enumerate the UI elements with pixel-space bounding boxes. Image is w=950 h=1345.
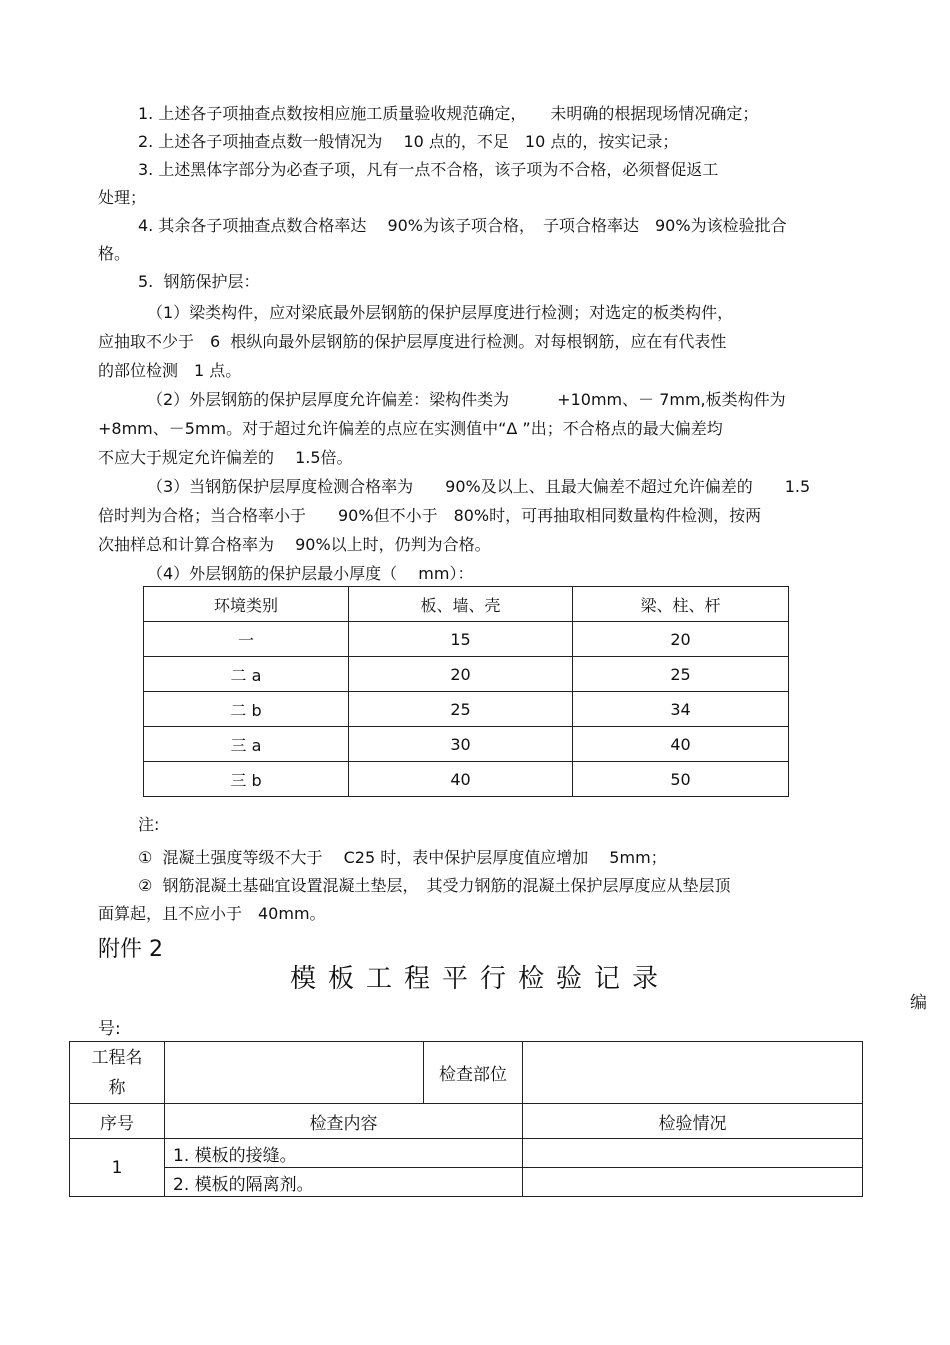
cell-env: 二 b <box>144 692 349 727</box>
cell-beam: 50 <box>573 762 789 797</box>
table-row <box>144 692 789 727</box>
cover-p2-line3: 不应大于规定允许偏差的 1.5倍。 <box>98 448 353 467</box>
attachment-label: 附件 2 <box>98 937 163 962</box>
inspection-location-value[interactable] <box>523 1042 863 1104</box>
cover-p3-line2: 倍时判为合格；当合格率小于 90%但不小于 80%时，可再抽取相同数量构件检测，按两 <box>98 506 762 525</box>
table-row <box>144 762 789 797</box>
cell-env: 一 <box>144 622 349 657</box>
cover-p3-line1: （3）当钢筋保护层厚度检测合格率为 90%及以上、且最大偏差不超过允许偏差的 1.5 <box>147 477 811 496</box>
cover-p1-line3: 的部位检测 1 点。 <box>98 361 242 380</box>
cover-p1-line1: （1）梁类构件，应对梁底最外层钢筋的保护层厚度进行检测；对选定的板类构件， <box>147 303 734 322</box>
cell-beam: 34 <box>573 692 789 727</box>
table-row <box>144 622 789 657</box>
note-4-line1: 4. 其余各子项抽查点数合格率达 90%为该子项合格， 子项合格率达 90%为该检验批合 <box>138 216 787 235</box>
item-release-agent: 2. 模板的隔离剂。 <box>165 1168 523 1197</box>
table-row <box>144 657 789 692</box>
cell-env: 二 a <box>144 657 349 692</box>
project-name-label <box>70 1042 165 1104</box>
cell-slab: 20 <box>349 657 573 692</box>
remark-2-line2: 面算起，且不应小于 40mm。 <box>98 904 326 923</box>
header-slab: 板、墙、壳 <box>349 587 573 622</box>
header-beam: 梁、柱、杆 <box>573 587 789 622</box>
cover-p1-line2: 应抽取不少于 6 根纵向最外层钢筋的保护层厚度进行检测。对每根钢筋，应在有代表性 <box>98 332 727 351</box>
cell-slab: 40 <box>349 762 573 797</box>
table-header-row <box>144 587 789 622</box>
item-joints: 1. 模板的接缝。 <box>165 1139 523 1168</box>
note-3-line2: 处理； <box>98 188 147 207</box>
project-name-value[interactable] <box>165 1042 424 1104</box>
page-title: 模板工程平行检验记录 <box>290 964 671 994</box>
cell-beam: 25 <box>573 657 789 692</box>
remark-1: ① 混凝土强度等级不大于 C25 时，表中保护层厚度值应增加 5mm； <box>138 848 667 867</box>
cell-env: 三 a <box>144 727 349 762</box>
column-header-row <box>70 1104 863 1139</box>
cell-beam: 40 <box>573 727 789 762</box>
note-4-line2: 格。 <box>98 244 131 263</box>
cell-env: 三 b <box>144 762 349 797</box>
cover-p4: （4）外层钢筋的保护层最小厚度（ mm）： <box>147 564 474 583</box>
note-2: 2. 上述各子项抽查点数一般情况为 10 点的，不足 10 点的，按实记录； <box>138 132 679 151</box>
result-joints[interactable] <box>523 1139 863 1168</box>
project-name-label-text: 工程名称 <box>91 1047 143 1098</box>
cell-slab: 15 <box>349 622 573 657</box>
table-row <box>70 1168 863 1197</box>
result-release-agent[interactable] <box>523 1168 863 1197</box>
remarks-label: 注: <box>138 815 160 834</box>
col-serial-number: 序号 <box>70 1104 165 1139</box>
cell-slab: 30 <box>349 727 573 762</box>
serial-label-part1: 编 <box>910 993 927 1013</box>
inspection-record-table <box>69 1041 863 1197</box>
header-env: 环境类别 <box>144 587 349 622</box>
note-5: 5. 钢筋保护层： <box>138 272 260 291</box>
table-row <box>144 727 789 762</box>
col-inspection-result: 检验情况 <box>523 1104 863 1139</box>
remark-2-line1: ② 钢筋混凝土基础宜设置混凝土垫层， 其受力钢筋的混凝土保护层厚度应从垫层顶 <box>138 876 731 895</box>
cell-beam: 20 <box>573 622 789 657</box>
row-number: 1 <box>70 1139 165 1197</box>
cell-slab: 25 <box>349 692 573 727</box>
cover-p3-line3: 次抽样总和计算合格率为 90%以上时，仍判为合格。 <box>98 535 491 554</box>
inspection-location-label: 检查部位 <box>424 1042 523 1104</box>
table-row <box>70 1139 863 1168</box>
col-inspection-content: 检查内容 <box>165 1104 523 1139</box>
cover-p2-line2: +8mm、－5mm。对于超过允许偏差的点应在实测值中“Δ ”出；不合格点的最大偏差均 <box>98 419 723 438</box>
note-1: 1. 上述各子项抽查点数按相应施工质量验收规范确定， 未明确的根据现场情况确定； <box>138 104 759 123</box>
note-3-line1: 3. 上述黑体字部分为必查子项，凡有一点不合格，该子项为不合格，必须督促返工 <box>138 160 719 179</box>
serial-label-part2: 号: <box>98 1019 121 1039</box>
cover-p2-line1: （2）外层钢筋的保护层厚度允许偏差：梁构件类为 +10mm、－ 7mm,板类构件为 <box>147 390 786 409</box>
project-row <box>70 1042 863 1104</box>
cover-thickness-table <box>143 586 789 797</box>
